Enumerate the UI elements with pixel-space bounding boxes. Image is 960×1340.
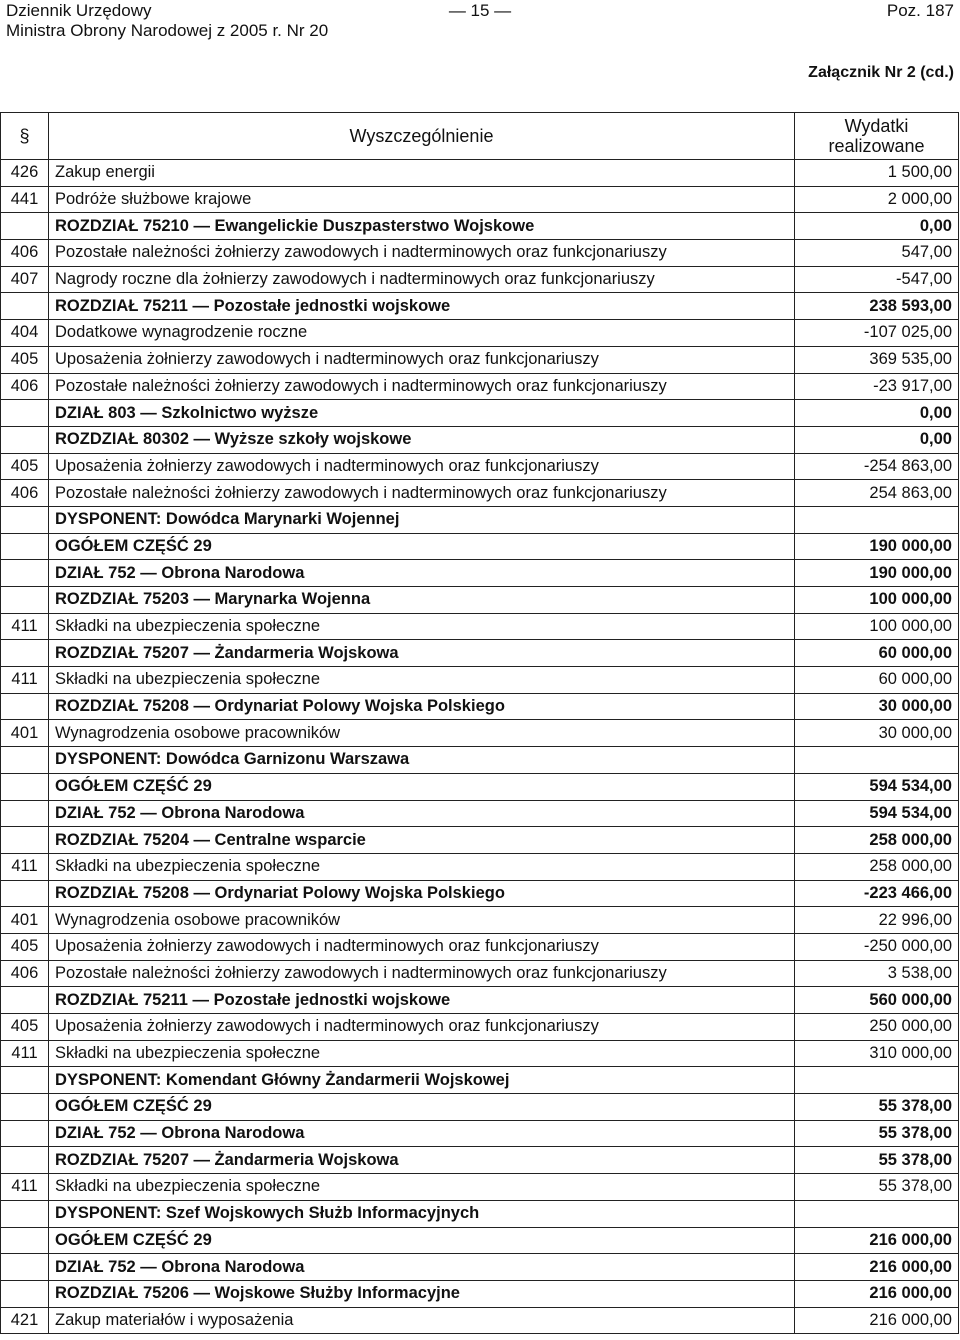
amount-cell: 30 000,00 <box>795 720 959 747</box>
table-body <box>1 160 959 1334</box>
section-row <box>1 773 959 800</box>
expenses-table <box>0 112 959 1334</box>
amount-cell: 55 378,00 <box>795 1147 959 1174</box>
section-row <box>1 827 959 854</box>
paragraph-cell <box>1 533 49 560</box>
amount-cell <box>795 1200 959 1227</box>
description-cell: OGÓŁEM CZĘŚĆ 29 <box>49 1227 795 1254</box>
paragraph-cell: 441 <box>1 186 49 213</box>
amount-cell: -250 000,00 <box>795 933 959 960</box>
paragraph-cell: 405 <box>1 1014 49 1041</box>
amount-cell: 55 378,00 <box>795 1120 959 1147</box>
section-row <box>1 640 959 667</box>
amount-cell: 238 593,00 <box>795 293 959 320</box>
description-cell: ROZDZIAŁ 75203 — Marynarka Wojenna <box>49 587 795 614</box>
amount-cell: 254 863,00 <box>795 480 959 507</box>
paragraph-cell: 401 <box>1 907 49 934</box>
table-header-row <box>1 113 959 160</box>
paragraph-cell: 405 <box>1 933 49 960</box>
paragraph-cell <box>1 693 49 720</box>
section-row <box>1 987 959 1014</box>
section-row <box>1 800 959 827</box>
table-row <box>1 1014 959 1041</box>
paragraph-cell: 407 <box>1 266 49 293</box>
amount-cell: 3 538,00 <box>795 960 959 987</box>
section-row <box>1 1280 959 1307</box>
paragraph-cell: 406 <box>1 240 49 267</box>
paragraph-cell <box>1 1254 49 1281</box>
paragraph-cell <box>1 293 49 320</box>
section-row <box>1 587 959 614</box>
description-cell: ROZDZIAŁ 75207 — Żandarmeria Wojskowa <box>49 640 795 667</box>
paragraph-cell <box>1 1147 49 1174</box>
description-cell: ROZDZIAŁ 80302 — Wyższe szkoły wojskowe <box>49 426 795 453</box>
section-row <box>1 506 959 533</box>
table-row <box>1 266 959 293</box>
description-cell: DZIAŁ 752 — Obrona Narodowa <box>49 800 795 827</box>
amount-cell: -547,00 <box>795 266 959 293</box>
amount-cell: 30 000,00 <box>795 693 959 720</box>
paragraph-cell <box>1 640 49 667</box>
amount-cell: -223 466,00 <box>795 880 959 907</box>
paragraph-cell <box>1 560 49 587</box>
description-cell: DZIAŁ 752 — Obrona Narodowa <box>49 1120 795 1147</box>
section-row <box>1 400 959 427</box>
col-amount-label: Wydatki realizowane <box>828 116 925 156</box>
section-row <box>1 293 959 320</box>
amount-cell: 1 500,00 <box>795 160 959 187</box>
description-cell: ROZDZIAŁ 75208 — Ordynariat Polowy Wojska Polskiego <box>49 880 795 907</box>
section-row <box>1 1067 959 1094</box>
description-cell: DYSPONENT: Dowódca Marynarki Wojennej <box>49 506 795 533</box>
paragraph-cell: 426 <box>1 160 49 187</box>
description-cell: ROZDZIAŁ 75208 — Ordynariat Polowy Wojska Polskiego <box>49 693 795 720</box>
description-cell: Zakup materiałów i wyposażenia <box>49 1307 795 1334</box>
description-cell: DZIAŁ 752 — Obrona Narodowa <box>49 560 795 587</box>
amount-cell: 0,00 <box>795 400 959 427</box>
description-cell: DZIAŁ 803 — Szkolnictwo wyższe <box>49 400 795 427</box>
description-cell: Pozostałe należności żołnierzy zawodowych i nadterminowych oraz funkcjonariuszy <box>49 480 795 507</box>
amount-cell: 594 534,00 <box>795 800 959 827</box>
amount-cell: 22 996,00 <box>795 907 959 934</box>
amount-cell: 594 534,00 <box>795 773 959 800</box>
description-cell: ROZDZIAŁ 75206 — Wojskowe Służby Informacyjne <box>49 1280 795 1307</box>
table-row <box>1 667 959 694</box>
amount-cell: -23 917,00 <box>795 373 959 400</box>
amount-cell: 60 000,00 <box>795 640 959 667</box>
amount-cell: -254 863,00 <box>795 453 959 480</box>
description-cell: Składki na ubezpieczenia społeczne <box>49 1040 795 1067</box>
description-cell: Nagrody roczne dla żołnierzy zawodowych i nadterminowych oraz funkcjonariuszy <box>49 266 795 293</box>
table-row <box>1 320 959 347</box>
paragraph-cell <box>1 880 49 907</box>
amount-cell: 216 000,00 <box>795 1227 959 1254</box>
table-row <box>1 720 959 747</box>
section-row <box>1 533 959 560</box>
amount-cell: 560 000,00 <box>795 987 959 1014</box>
publisher-line: Ministra Obrony Narodowej z 2005 r. Nr 20 <box>6 21 329 40</box>
description-cell: DYSPONENT: Komendant Główny Żandarmerii Wojskowej <box>49 1067 795 1094</box>
amount-cell: 60 000,00 <box>795 667 959 694</box>
amount-cell: 190 000,00 <box>795 533 959 560</box>
paragraph-cell <box>1 1067 49 1094</box>
annex-label: Załącznik Nr 2 (cd.) <box>808 64 954 81</box>
col-amount <box>795 113 959 160</box>
amount-cell: 258 000,00 <box>795 827 959 854</box>
amount-cell: 216 000,00 <box>795 1307 959 1334</box>
amount-cell <box>795 506 959 533</box>
paragraph-cell <box>1 987 49 1014</box>
paragraph-cell <box>1 1094 49 1121</box>
amount-cell: 55 378,00 <box>795 1174 959 1201</box>
table-row <box>1 240 959 267</box>
table-row <box>1 1174 959 1201</box>
description-cell: OGÓŁEM CZĘŚĆ 29 <box>49 1094 795 1121</box>
amount-cell: 216 000,00 <box>795 1280 959 1307</box>
amount-cell: 547,00 <box>795 240 959 267</box>
table-row <box>1 933 959 960</box>
paragraph-cell: 411 <box>1 1174 49 1201</box>
section-row <box>1 1147 959 1174</box>
amount-cell: 0,00 <box>795 426 959 453</box>
amount-cell: 310 000,00 <box>795 1040 959 1067</box>
description-cell: DYSPONENT: Dowódca Garnizonu Warszawa <box>49 747 795 774</box>
amount-cell: 250 000,00 <box>795 1014 959 1041</box>
description-cell: Składki na ubezpieczenia społeczne <box>49 853 795 880</box>
description-cell: ROZDZIAŁ 75207 — Żandarmeria Wojskowa <box>49 1147 795 1174</box>
section-row <box>1 560 959 587</box>
table-row <box>1 960 959 987</box>
section-row <box>1 693 959 720</box>
table-row <box>1 613 959 640</box>
amount-cell: 369 535,00 <box>795 346 959 373</box>
paragraph-cell <box>1 747 49 774</box>
table-row <box>1 453 959 480</box>
paragraph-cell <box>1 587 49 614</box>
col-paragraph: § <box>1 113 49 160</box>
table-row <box>1 346 959 373</box>
table-row <box>1 373 959 400</box>
amount-cell: 216 000,00 <box>795 1254 959 1281</box>
paragraph-cell <box>1 400 49 427</box>
paragraph-cell: 406 <box>1 960 49 987</box>
description-cell: ROZDZIAŁ 75211 — Pozostałe jednostki wojskowe <box>49 293 795 320</box>
paragraph-cell: 405 <box>1 346 49 373</box>
paragraph-cell <box>1 426 49 453</box>
paragraph-cell: 405 <box>1 453 49 480</box>
section-row <box>1 1094 959 1121</box>
amount-cell: 258 000,00 <box>795 853 959 880</box>
paragraph-cell <box>1 1227 49 1254</box>
paragraph-cell: 401 <box>1 720 49 747</box>
table-row <box>1 186 959 213</box>
section-row <box>1 747 959 774</box>
paragraph-cell: 411 <box>1 853 49 880</box>
table-row <box>1 1040 959 1067</box>
description-cell: Pozostałe należności żołnierzy zawodowych i nadterminowych oraz funkcjonariuszy <box>49 373 795 400</box>
amount-cell: 2 000,00 <box>795 186 959 213</box>
paragraph-cell: 421 <box>1 1307 49 1334</box>
paragraph-cell <box>1 213 49 240</box>
paragraph-cell: 411 <box>1 667 49 694</box>
paragraph-cell: 411 <box>1 1040 49 1067</box>
description-cell: Zakup energii <box>49 160 795 187</box>
description-cell: OGÓŁEM CZĘŚĆ 29 <box>49 773 795 800</box>
description-cell: Uposażenia żołnierzy zawodowych i nadterminowych oraz funkcjonariuszy <box>49 346 795 373</box>
description-cell: Pozostałe należności żołnierzy zawodowych i nadterminowych oraz funkcjonariuszy <box>49 240 795 267</box>
description-cell: Uposażenia żołnierzy zawodowych i nadterminowych oraz funkcjonariuszy <box>49 933 795 960</box>
paragraph-cell: 411 <box>1 613 49 640</box>
paragraph-cell <box>1 800 49 827</box>
amount-cell <box>795 747 959 774</box>
paragraph-cell: 406 <box>1 373 49 400</box>
description-cell: Pozostałe należności żołnierzy zawodowych i nadterminowych oraz funkcjonariuszy <box>49 960 795 987</box>
section-row <box>1 1120 959 1147</box>
description-cell: DZIAŁ 752 — Obrona Narodowa <box>49 1254 795 1281</box>
section-row <box>1 1200 959 1227</box>
amount-cell <box>795 1067 959 1094</box>
journal-title: Dziennik Urzędowy <box>6 1 152 20</box>
amount-cell: 190 000,00 <box>795 560 959 587</box>
description-cell: Dodatkowe wynagrodzenie roczne <box>49 320 795 347</box>
paragraph-cell: 404 <box>1 320 49 347</box>
section-row <box>1 1254 959 1281</box>
description-cell: Składki na ubezpieczenia społeczne <box>49 613 795 640</box>
description-cell: Składki na ubezpieczenia społeczne <box>49 667 795 694</box>
description-cell: DYSPONENT: Szef Wojskowych Służb Informacyjnych <box>49 1200 795 1227</box>
page-header <box>6 0 954 44</box>
paragraph-cell <box>1 1200 49 1227</box>
table-row <box>1 480 959 507</box>
description-cell: ROZDZIAŁ 75204 — Centralne wsparcie <box>49 827 795 854</box>
description-cell: ROZDZIAŁ 75210 — Ewangelickie Duszpasterstwo Wojskowe <box>49 213 795 240</box>
description-cell: Wynagrodzenia osobowe pracowników <box>49 907 795 934</box>
paragraph-cell <box>1 773 49 800</box>
description-cell: Wynagrodzenia osobowe pracowników <box>49 720 795 747</box>
description-cell: Podróże służbowe krajowe <box>49 186 795 213</box>
description-cell: Uposażenia żołnierzy zawodowych i nadterminowych oraz funkcjonariuszy <box>49 1014 795 1041</box>
table-row <box>1 160 959 187</box>
table-row <box>1 1307 959 1334</box>
amount-cell: 55 378,00 <box>795 1094 959 1121</box>
description-cell: Składki na ubezpieczenia społeczne <box>49 1174 795 1201</box>
section-row <box>1 1227 959 1254</box>
description-cell: Uposażenia żołnierzy zawodowych i nadterminowych oraz funkcjonariuszy <box>49 453 795 480</box>
page-number: — 15 — <box>448 1 512 20</box>
position-number: Poz. 187 <box>886 1 954 20</box>
col-description: Wyszczególnienie <box>49 113 795 160</box>
paragraph-cell <box>1 1280 49 1307</box>
paragraph-cell <box>1 506 49 533</box>
paragraph-cell: 406 <box>1 480 49 507</box>
paragraph-cell <box>1 827 49 854</box>
table-row <box>1 853 959 880</box>
description-cell: ROZDZIAŁ 75211 — Pozostałe jednostki wojskowe <box>49 987 795 1014</box>
description-cell: OGÓŁEM CZĘŚĆ 29 <box>49 533 795 560</box>
table-row <box>1 907 959 934</box>
amount-cell: 0,00 <box>795 213 959 240</box>
section-row <box>1 426 959 453</box>
section-row <box>1 213 959 240</box>
paragraph-cell <box>1 1120 49 1147</box>
section-row <box>1 880 959 907</box>
amount-cell: 100 000,00 <box>795 587 959 614</box>
amount-cell: 100 000,00 <box>795 613 959 640</box>
amount-cell: -107 025,00 <box>795 320 959 347</box>
